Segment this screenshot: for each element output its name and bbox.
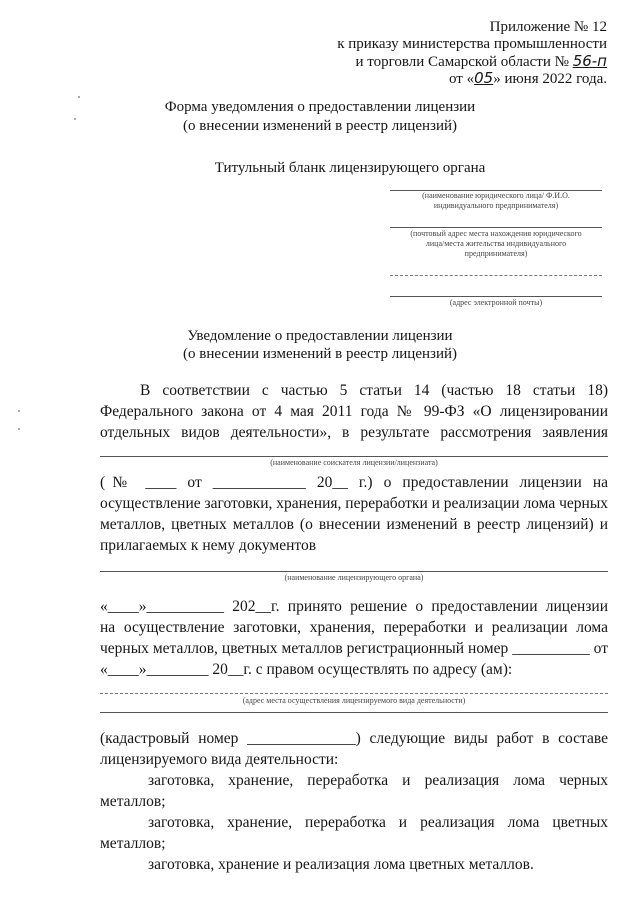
order-reference-prefix: и торговли Самарской области № [355,54,573,70]
scan-speck [18,410,20,412]
work-type-2: заготовка, хранение, переработка и реализация лома цветных [148,814,608,831]
scan-speck [18,428,20,430]
paragraph-2-line-4: «____»________ 20__г. с правом осуществлять по адресу (ам): [100,661,513,678]
order-reference: к приказу министерства промышленности [337,36,607,52]
addressee-email-line [390,296,602,297]
notice-title: Уведомление о предоставлении лицензии [187,328,453,344]
addressee-name-caption-2: индивидуального предпринимателя) [433,201,559,210]
paragraph-1-line-3: отдельных видов деятельности», в результате рассмотрения заявления [100,424,608,441]
letterhead-label: Титульный бланк лицензирующего органа [214,160,486,176]
addressee-name-caption: (наименование юридического лица/ Ф.И.О. [422,191,570,200]
work-type-3: заготовка, хранение и реализация лома цветных металлов. [148,856,534,873]
addressee-address-caption-2: лица/места жительства индивидуального [425,239,567,248]
activity-address-caption: (адрес места осуществления лицензируемого вида деятельности) [242,696,466,705]
paragraph-1-line-6: металлов, цветных металлов (о внесении изменений в реестр лицензий) и [100,516,608,533]
applicant-name-line [100,456,608,457]
addressee-extra-line [390,275,602,276]
addressee-email-caption: (адрес электронной почты) [449,298,543,307]
paragraph-1-line-2: Федерального закона от 4 мая 2011 года № 99-ФЗ «О лицензировании [100,403,608,420]
activity-address-line [100,693,608,694]
handwritten-order-day: 05 [474,69,494,87]
work-type-2-cont: металлов; [100,835,166,852]
paragraph-2-line-1: «____»__________ 202__г. принято решение о предоставлении лицензии [100,598,608,615]
licensing-authority-caption: (наименование лицензирующего органа) [284,573,424,582]
paragraph-2-line-3: черных металлов, цветных металлов регистрационный номер __________ от [100,640,608,657]
work-type-1-cont: металлов; [100,793,166,810]
paragraph-1-line-5: осуществление заготовки, хранения, переработки и реализации лома черных [100,495,608,512]
paragraph-1-line-4: (№ ____ от ____________ 20__ г.) о предоставлении лицензии на [100,474,608,491]
form-title: Форма уведомления о предоставлении лицензии [164,99,476,115]
notice-subtitle: (о внесении изменений в реестр лицензий) [183,346,457,362]
applicant-name-caption: (наименование соискателя лицензии/лицензиата) [270,458,438,467]
paragraph-2-line-2: на осуществление заготовки, хранения, переработки и реализации лома [100,619,608,636]
work-type-1: заготовка, хранение, переработка и реализация лома черных [148,772,608,789]
paragraph-3-line-2: лицензируемого вида деятельности: [100,751,339,768]
paragraph-3-line-1: (кадастровый номер ______________) следующие виды работ в составе [100,730,608,747]
order-date-suffix: » июня 2022 года. [493,71,607,87]
addressee-address-caption-3: предпринимателя) [464,249,528,258]
order-date [449,70,607,88]
form-subtitle: (о внесении изменений в реестр лицензий) [183,118,457,134]
activity-address-line-2 [100,712,608,713]
order-date-prefix: от « [449,71,475,87]
paragraph-1-line-1: В соответствии с частью 5 статьи 14 (частью 18 статьи 18) [140,382,608,399]
scan-speck [78,96,80,98]
licensing-authority-line [100,571,608,572]
appendix-number: Приложение № 12 [489,19,607,35]
addressee-address-line [390,227,602,228]
handwritten-order-number: 56-п [572,52,607,70]
paragraph-1-line-7: прилагаемых к нему документов [100,537,317,554]
addressee-address-caption: (почтовый адрес места нахождения юридического [410,229,582,238]
